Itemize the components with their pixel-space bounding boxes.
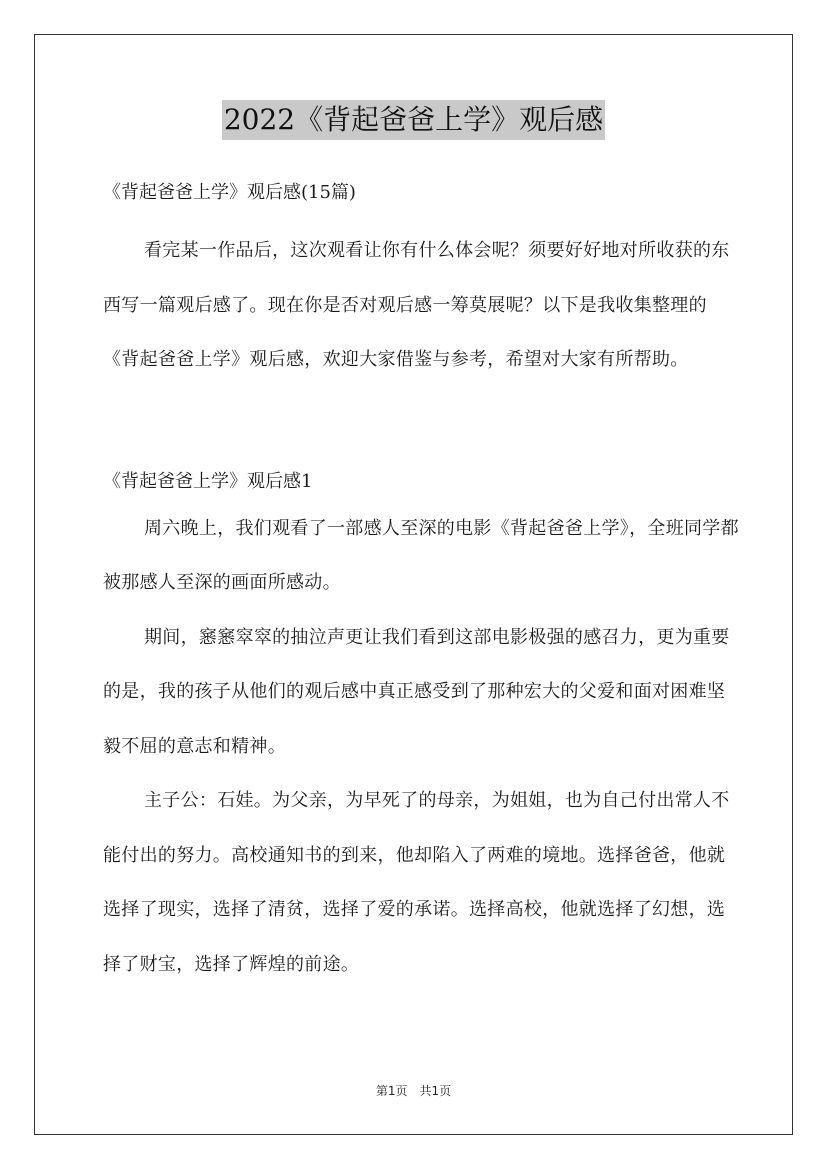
section1-paragraph-3: 主子公：石娃。为父亲，为早死了的母亲，为姐姐，也为自己付出常人不能付出的努力。高校通知书的到来，他却陷入了两难的境地。选择爸爸，他就选择了现实，选择了清贫，选择了爱的承诺。选择高校，他就选择了幻想，选择了财宝，选择了辉煌的前途。 — [103, 790, 730, 975]
title-container — [0, 100, 827, 140]
document-body — [103, 173, 743, 992]
section1-paragraph-1: 周六晚上，我们观看了一部感人至深的电影《背起爸爸上学》，全班同学都被那感人至深的画面所感动。 — [103, 517, 739, 593]
intro-paragraph: 看完某一作品后，这次观看让你有什么体会呢？须要好好地对所收获的东西写一篇观后感了。现在你是否对观后感一筹莫展呢？以下是我收集整理的《背起爸爸上学》观后感，欢迎大家借鉴与参考，希望对大家有所帮助。 — [103, 240, 730, 370]
intro-heading: 《背起爸爸上学》观后感(15篇) — [103, 182, 356, 203]
spacer — [103, 213, 743, 224]
section1-heading: 《背起爸爸上学》观后感1 — [103, 470, 313, 492]
section1-paragraph-2: 期间，窸窸窣窣的抽泣声更让我们看到这部电影极强的感召力，更为重要的是，我的孩子从他们的观后感中真正感受到了那种宏大的父爱和面对困难坚毅不屈的意志和精神。 — [103, 626, 730, 757]
spacer — [103, 388, 743, 462]
document-title: 2022《背起爸爸上学》观后感 — [222, 100, 605, 140]
page-footer: 第1页 共1页 — [375, 1084, 452, 1098]
